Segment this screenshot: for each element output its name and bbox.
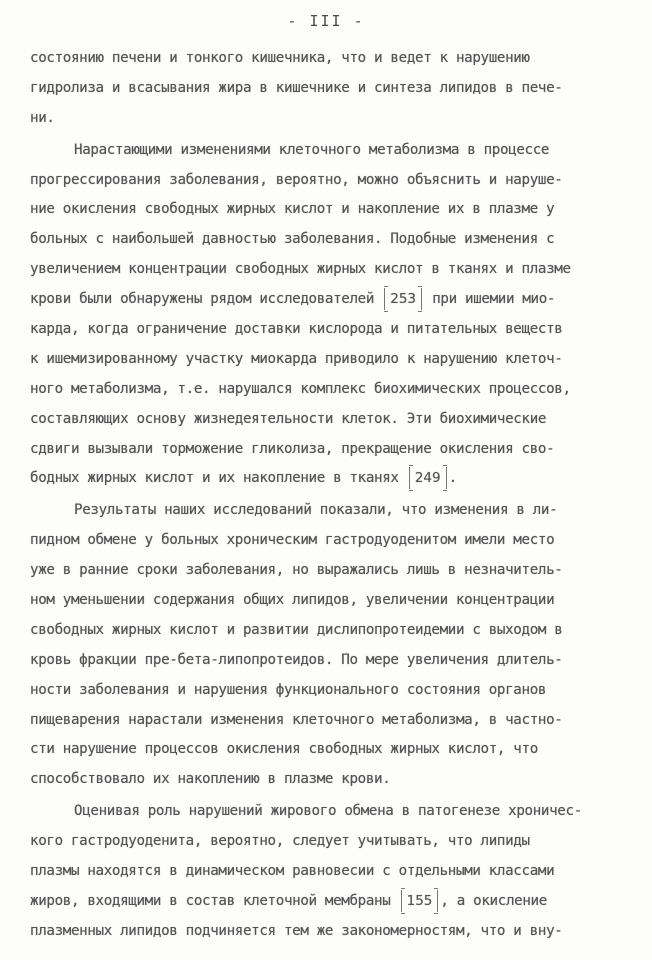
text-run: жиров, входящими в состав клеточной мембраны — [30, 892, 399, 909]
reference-citation: 253 — [384, 288, 422, 310]
text-run: уже в ранние сроки заболевания, но выражались лишь в незначитель- — [30, 562, 563, 579]
reference-citation: 155 — [401, 890, 439, 912]
text-run: кровь фракции пре-бета-липопротеидов. По мере увеличения длитель- — [30, 651, 563, 668]
text-line — [30, 74, 615, 104]
body-text — [30, 44, 615, 947]
text-line — [30, 526, 615, 556]
text-run: гидролиза и всасывания жира в кишечнике и синтеза липидов в пече- — [30, 79, 563, 96]
text-run: крови были обнаружены рядом исследователей — [30, 291, 383, 308]
text-line — [30, 797, 615, 827]
text-run: Нарастающими изменениями клеточного метаболизма в процессе — [74, 141, 550, 158]
text-run: карда, когда ограничение доставки кислорода и питательных веществ — [30, 321, 563, 338]
text-line — [30, 887, 615, 917]
text-line — [30, 464, 615, 494]
text-line — [30, 827, 615, 857]
text-line — [30, 225, 615, 255]
text-run: ности заболевания и нарушения функционального состояния органов — [30, 681, 547, 698]
text-run: кого гастродуоденита, вероятно, следует учитывать, что липиды — [30, 833, 530, 850]
text-line — [30, 136, 615, 166]
text-run: прогрессирования заболевания, вероятно, можно объяснить и наруше- — [30, 171, 563, 188]
text-line — [30, 166, 615, 196]
text-line — [30, 435, 615, 465]
text-run: плазменных липидов подчиняется тем же закономерностям, что и вну- — [30, 922, 563, 939]
text-run: бодных жирных кислот и их накопление в тканях — [30, 470, 407, 487]
text-line — [30, 44, 615, 74]
text-run: . — [448, 470, 457, 487]
text-run: больных с наибольшей давностью заболевания. Подобные изменения с — [30, 231, 555, 248]
text-line — [30, 405, 615, 435]
text-run: ном уменьшении содержания общих липидов, увеличении концентрации — [30, 592, 555, 609]
text-line — [30, 917, 615, 947]
text-line — [30, 556, 615, 586]
text-line — [30, 255, 615, 285]
text-run: ние окисления свободных жирных кислот и накопление их в плазме у — [30, 201, 555, 218]
text-run: к ишемизированному участку миокарда приводило к нарушению клеточ- — [30, 350, 563, 367]
text-run: ни. — [30, 109, 55, 126]
text-line — [30, 315, 615, 345]
text-run: составляющих основу жизнедеятельности клеток. Эти биохимические — [30, 410, 547, 427]
text-run: способствовало их накоплению в плазме крови. — [30, 771, 391, 788]
page-number: - III - — [287, 12, 365, 30]
text-run: увеличением концентрации свободных жирных кислот в тканях и плазме — [30, 261, 571, 278]
text-run: свободных жирных кислот и развитии дислипопротеидемии с выходом в — [30, 621, 563, 638]
text-line — [30, 646, 615, 676]
text-line — [30, 676, 615, 706]
text-run: плазмы находятся в динамическом равновесии с отдельными классами — [30, 863, 555, 880]
text-line — [30, 857, 615, 887]
text-line — [30, 735, 615, 765]
reference-citation: 249 — [409, 467, 447, 489]
text-run: при ишемии мио- — [424, 291, 556, 308]
text-line — [30, 104, 615, 134]
text-run: сти нарушение процессов окисления свободных жирных кислот, что — [30, 741, 538, 758]
text-line — [30, 375, 615, 405]
text-run: Результаты наших исследований показали, что изменения в ли- — [74, 502, 558, 519]
text-run: сдвиги вызывали торможение гликолиза, прекращение окисления сво- — [30, 440, 555, 457]
text-line — [30, 285, 615, 315]
text-run: пидном обмене у больных хроническим гастродуоденитом имели место — [30, 532, 555, 549]
text-line — [30, 765, 615, 795]
text-run: пищеварения нарастали изменения клеточного метаболизма, в частно- — [30, 711, 563, 728]
text-line — [30, 706, 615, 736]
text-line — [30, 616, 615, 646]
text-line — [30, 496, 615, 526]
text-run: ного метаболизма, т.е. нарушался комплекс биохимических процессов, — [30, 380, 571, 397]
text-run: состоянию печени и тонкого кишечника, что и ведет к нарушению — [30, 50, 530, 66]
text-line — [30, 586, 615, 616]
text-line — [30, 195, 615, 225]
text-line — [30, 345, 615, 375]
text-run: Оценивая роль нарушений жирового обмена в патогенезе хроничес- — [74, 803, 582, 820]
text-run: , а окисление — [440, 892, 547, 909]
